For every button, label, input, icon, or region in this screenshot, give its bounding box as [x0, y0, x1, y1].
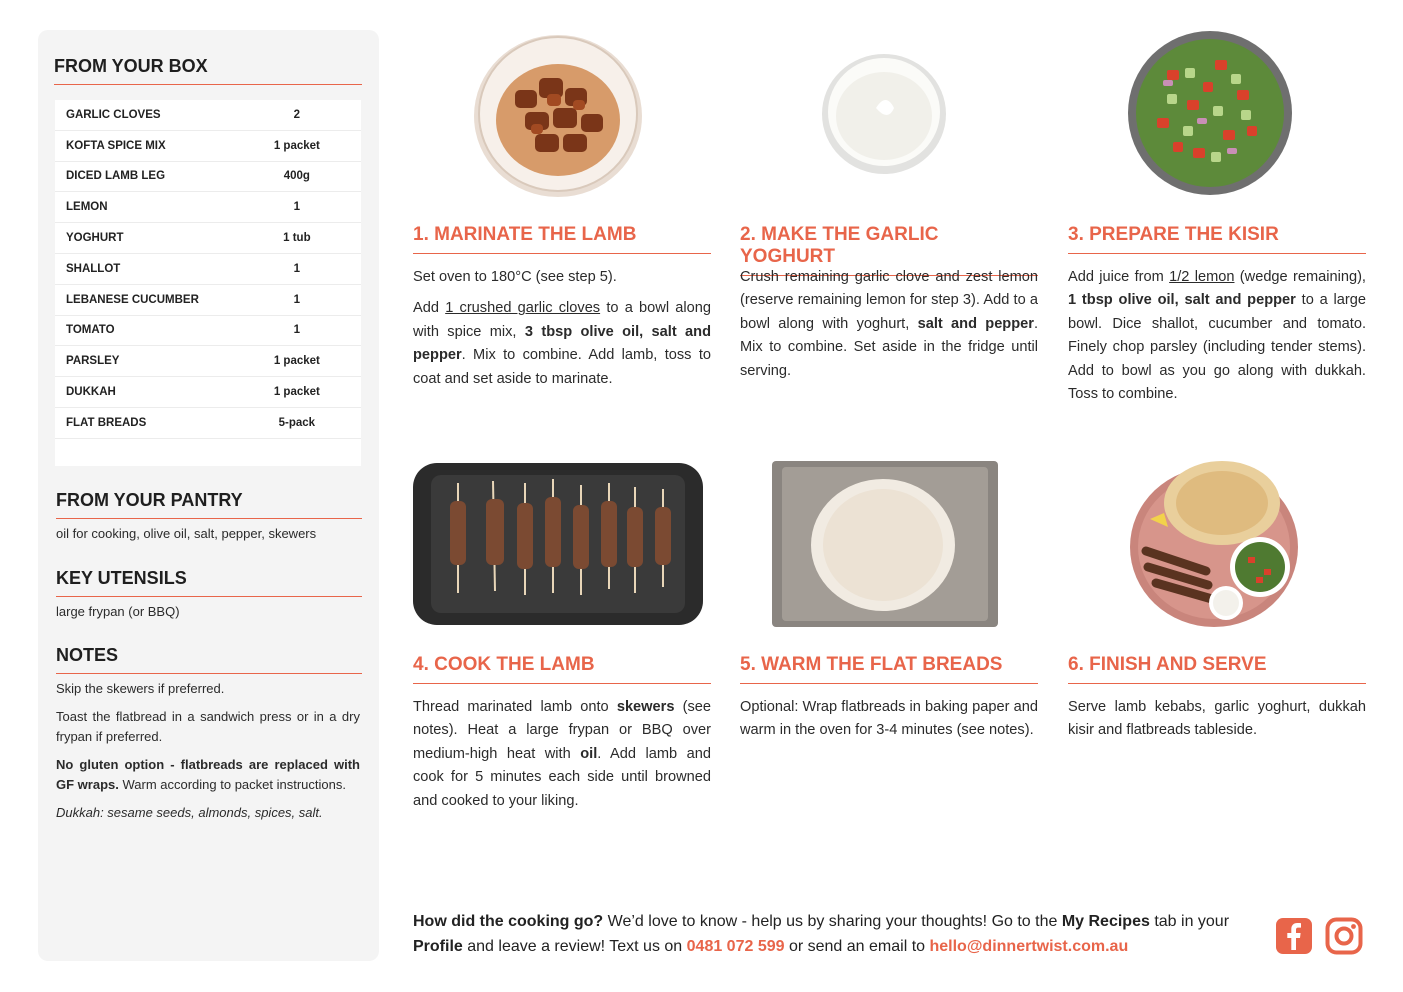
step-4-body — [413, 696, 711, 821]
ingredient-name: LEMON — [66, 201, 108, 214]
ingredient-name: DUKKAH — [66, 386, 116, 399]
footer-t4: or send an email to — [784, 938, 930, 955]
marinated-lamb-image — [473, 30, 643, 198]
ingredient-name: FLAT BREADS — [66, 416, 147, 429]
ingredient-name: LEBANESE CUCUMBER — [66, 293, 199, 306]
ingredient-qty: 1 — [293, 201, 301, 214]
from-your-box-heading: FROM YOUR BOX — [54, 56, 362, 85]
garlic-yoghurt-image — [820, 50, 948, 176]
step-2-t-c: . Mix to combine. Set aside in the fridge until serving. — [740, 315, 1038, 379]
note-dukkah: Dukkah: sesame seeds, almonds, spices, salt. — [56, 805, 323, 820]
step-3-t-c: (wedge remaining), — [1234, 269, 1366, 285]
step-4-t-a: Thread marinated lamb onto — [413, 699, 617, 715]
step-3-oil: 1 tbsp olive oil, salt and pepper — [1068, 292, 1296, 309]
step-1-text — [413, 297, 711, 391]
my-recipes-link[interactable]: My Recipes — [1061, 913, 1150, 930]
step-1-title: 1. MARINATE THE LAMB — [413, 224, 711, 254]
step-3-lemon: 1/2 lemon — [1169, 269, 1235, 285]
step-6-title: 6. FINISH AND SERVE — [1068, 654, 1366, 684]
notes-heading: NOTES — [56, 645, 362, 674]
step-3-t-a: Add juice from — [1068, 269, 1170, 285]
ingredient-name: TOMATO — [66, 324, 115, 337]
notes-body — [56, 679, 360, 831]
footer-t1: We’d love to know - help us by sharing your thoughts! Go to the — [603, 913, 1062, 930]
ingredient-row — [55, 131, 361, 162]
step-5-title: 5. WARM THE FLAT BREADS — [740, 654, 1038, 684]
note-gluten — [56, 755, 360, 795]
step-3-t-e: to a large bowl. Dice shallot, cucumber and tomato. Finely chop parsley (including tender stems). Add to bowl as you go along with dukkah. Toss to combine. — [1068, 292, 1366, 403]
ingredient-qty: 1 packet — [273, 139, 320, 152]
step-4-title: 4. COOK THE LAMB — [413, 654, 711, 684]
pantry-text: oil for cooking, olive oil, salt, pepper, skewers — [56, 526, 317, 541]
ingredient-row — [55, 377, 361, 408]
instagram-icon[interactable] — [1325, 917, 1363, 955]
step-4-t-e: . Add lamb and cook for 5 minutes each side until browned and cooked to your liking. — [413, 745, 711, 809]
profile-link[interactable]: Profile — [413, 938, 463, 955]
step-1-oil: 3 tbsp olive oil, salt and pepper — [413, 323, 712, 364]
ingredients-table — [55, 100, 361, 466]
step-3-body — [1068, 266, 1366, 414]
step-2-body — [740, 266, 1038, 391]
ingredient-qty: 1 — [293, 324, 301, 337]
step-1-t-e: . Mix to combine. Add lamb, toss to coat and set aside to marinate. — [413, 347, 711, 387]
from-your-pantry-heading: FROM YOUR PANTRY — [56, 490, 362, 519]
step-5-body — [740, 696, 1038, 751]
ingredient-qty: 1 — [293, 262, 301, 275]
ingredient-name: KOFTA SPICE MIX — [66, 139, 166, 152]
step-4-text — [413, 696, 711, 813]
ingredient-name: SHALLOT — [66, 262, 121, 275]
step-2-salt: salt and pepper — [917, 315, 1034, 332]
step-3-title: 3. PREPARE THE KISIR — [1068, 224, 1366, 254]
facebook-icon[interactable] — [1275, 917, 1313, 955]
flatbread-tray-image — [770, 459, 1000, 629]
footer-question: How did the cooking go? — [413, 913, 604, 930]
ingredient-qty: 1 tub — [283, 232, 311, 245]
ingredient-name: YOGHURT — [66, 232, 124, 245]
step-6-body — [1068, 696, 1366, 751]
key-utensils-heading: KEY UTENSILS — [56, 568, 362, 597]
footer-t3: and leave a review! Text us on — [462, 938, 687, 955]
step-4-t-c: (see notes). Heat a large frypan or BBQ over medium-high heat with — [413, 699, 712, 762]
step-5-text: Optional: Wrap flatbreads in baking paper and warm in the oven for 3-4 minutes (see notes). — [740, 699, 1038, 739]
utensils-text: large frypan (or BBQ) — [56, 604, 180, 619]
ingredient-qty: 1 — [293, 293, 301, 306]
step-1-garlic: 1 crushed garlic cloves — [445, 300, 601, 317]
ingredient-row — [55, 408, 361, 439]
feedback-footer — [413, 909, 1263, 959]
ingredient-qty: 1 packet — [273, 355, 320, 368]
step-4-oil: oil — [580, 745, 598, 762]
step-2-title: 2. MAKE THE GARLIC YOGHURT — [740, 224, 1038, 276]
step-3-text — [1068, 266, 1366, 406]
ingredient-name: PARSLEY — [66, 355, 120, 368]
ingredient-row — [55, 285, 361, 316]
step-1-t-c: to a bowl along with spice mix, — [413, 300, 711, 340]
step-1-oven: Set oven to 180°C (see step 5). — [413, 269, 617, 285]
ingredient-qty: 400g — [283, 170, 310, 183]
lamb-skewers-grill-image — [413, 463, 703, 625]
ingredient-row — [55, 162, 361, 193]
step-1-body — [413, 266, 711, 399]
ingredient-qty: 5-pack — [278, 416, 316, 429]
step-4-skewers: skewers — [616, 699, 675, 715]
step-1-t-a: Add — [413, 300, 446, 317]
step-2-t-a: Crush remaining garlic clove and zest lemon (reserve remaining lemon for step 3). Add to a bowl along with yoghurt, — [740, 269, 1038, 332]
step-2-text — [740, 266, 1038, 383]
finished-dish-image — [1126, 459, 1306, 629]
ingredient-row — [55, 254, 361, 285]
ingredient-name: GARLIC CLOVES — [66, 108, 161, 121]
phone-link[interactable]: 0481 072 599 — [686, 938, 785, 955]
ingredient-row — [55, 192, 361, 223]
step-6-text: Serve lamb kebabs, garlic yoghurt, dukkah kisir and flatbreads tableside. — [1068, 699, 1366, 739]
ingredient-qty: 2 — [293, 108, 301, 121]
ingredient-name: DICED LAMB LEG — [66, 170, 166, 183]
note-toast: Toast the flatbread in a sandwich press or in a dry frypan if preferred. — [56, 709, 360, 744]
ingredient-row — [55, 223, 361, 254]
note-gluten-rest: Warm according to packet instructions. — [118, 777, 346, 792]
kisir-salad-image — [1127, 30, 1293, 196]
email-link[interactable]: hello@dinnertwist.com.au — [929, 938, 1129, 955]
ingredient-row — [55, 100, 361, 131]
ingredients-sidebar — [38, 30, 379, 961]
footer-t2: tab in your — [1149, 913, 1230, 930]
ingredient-qty: 1 packet — [273, 386, 320, 399]
note-gluten-bold: No gluten option - flatbreads are replaced with GF wraps. — [56, 757, 360, 792]
note-skewers: Skip the skewers if preferred. — [56, 681, 225, 696]
ingredient-row — [55, 346, 361, 377]
ingredient-row — [55, 316, 361, 347]
